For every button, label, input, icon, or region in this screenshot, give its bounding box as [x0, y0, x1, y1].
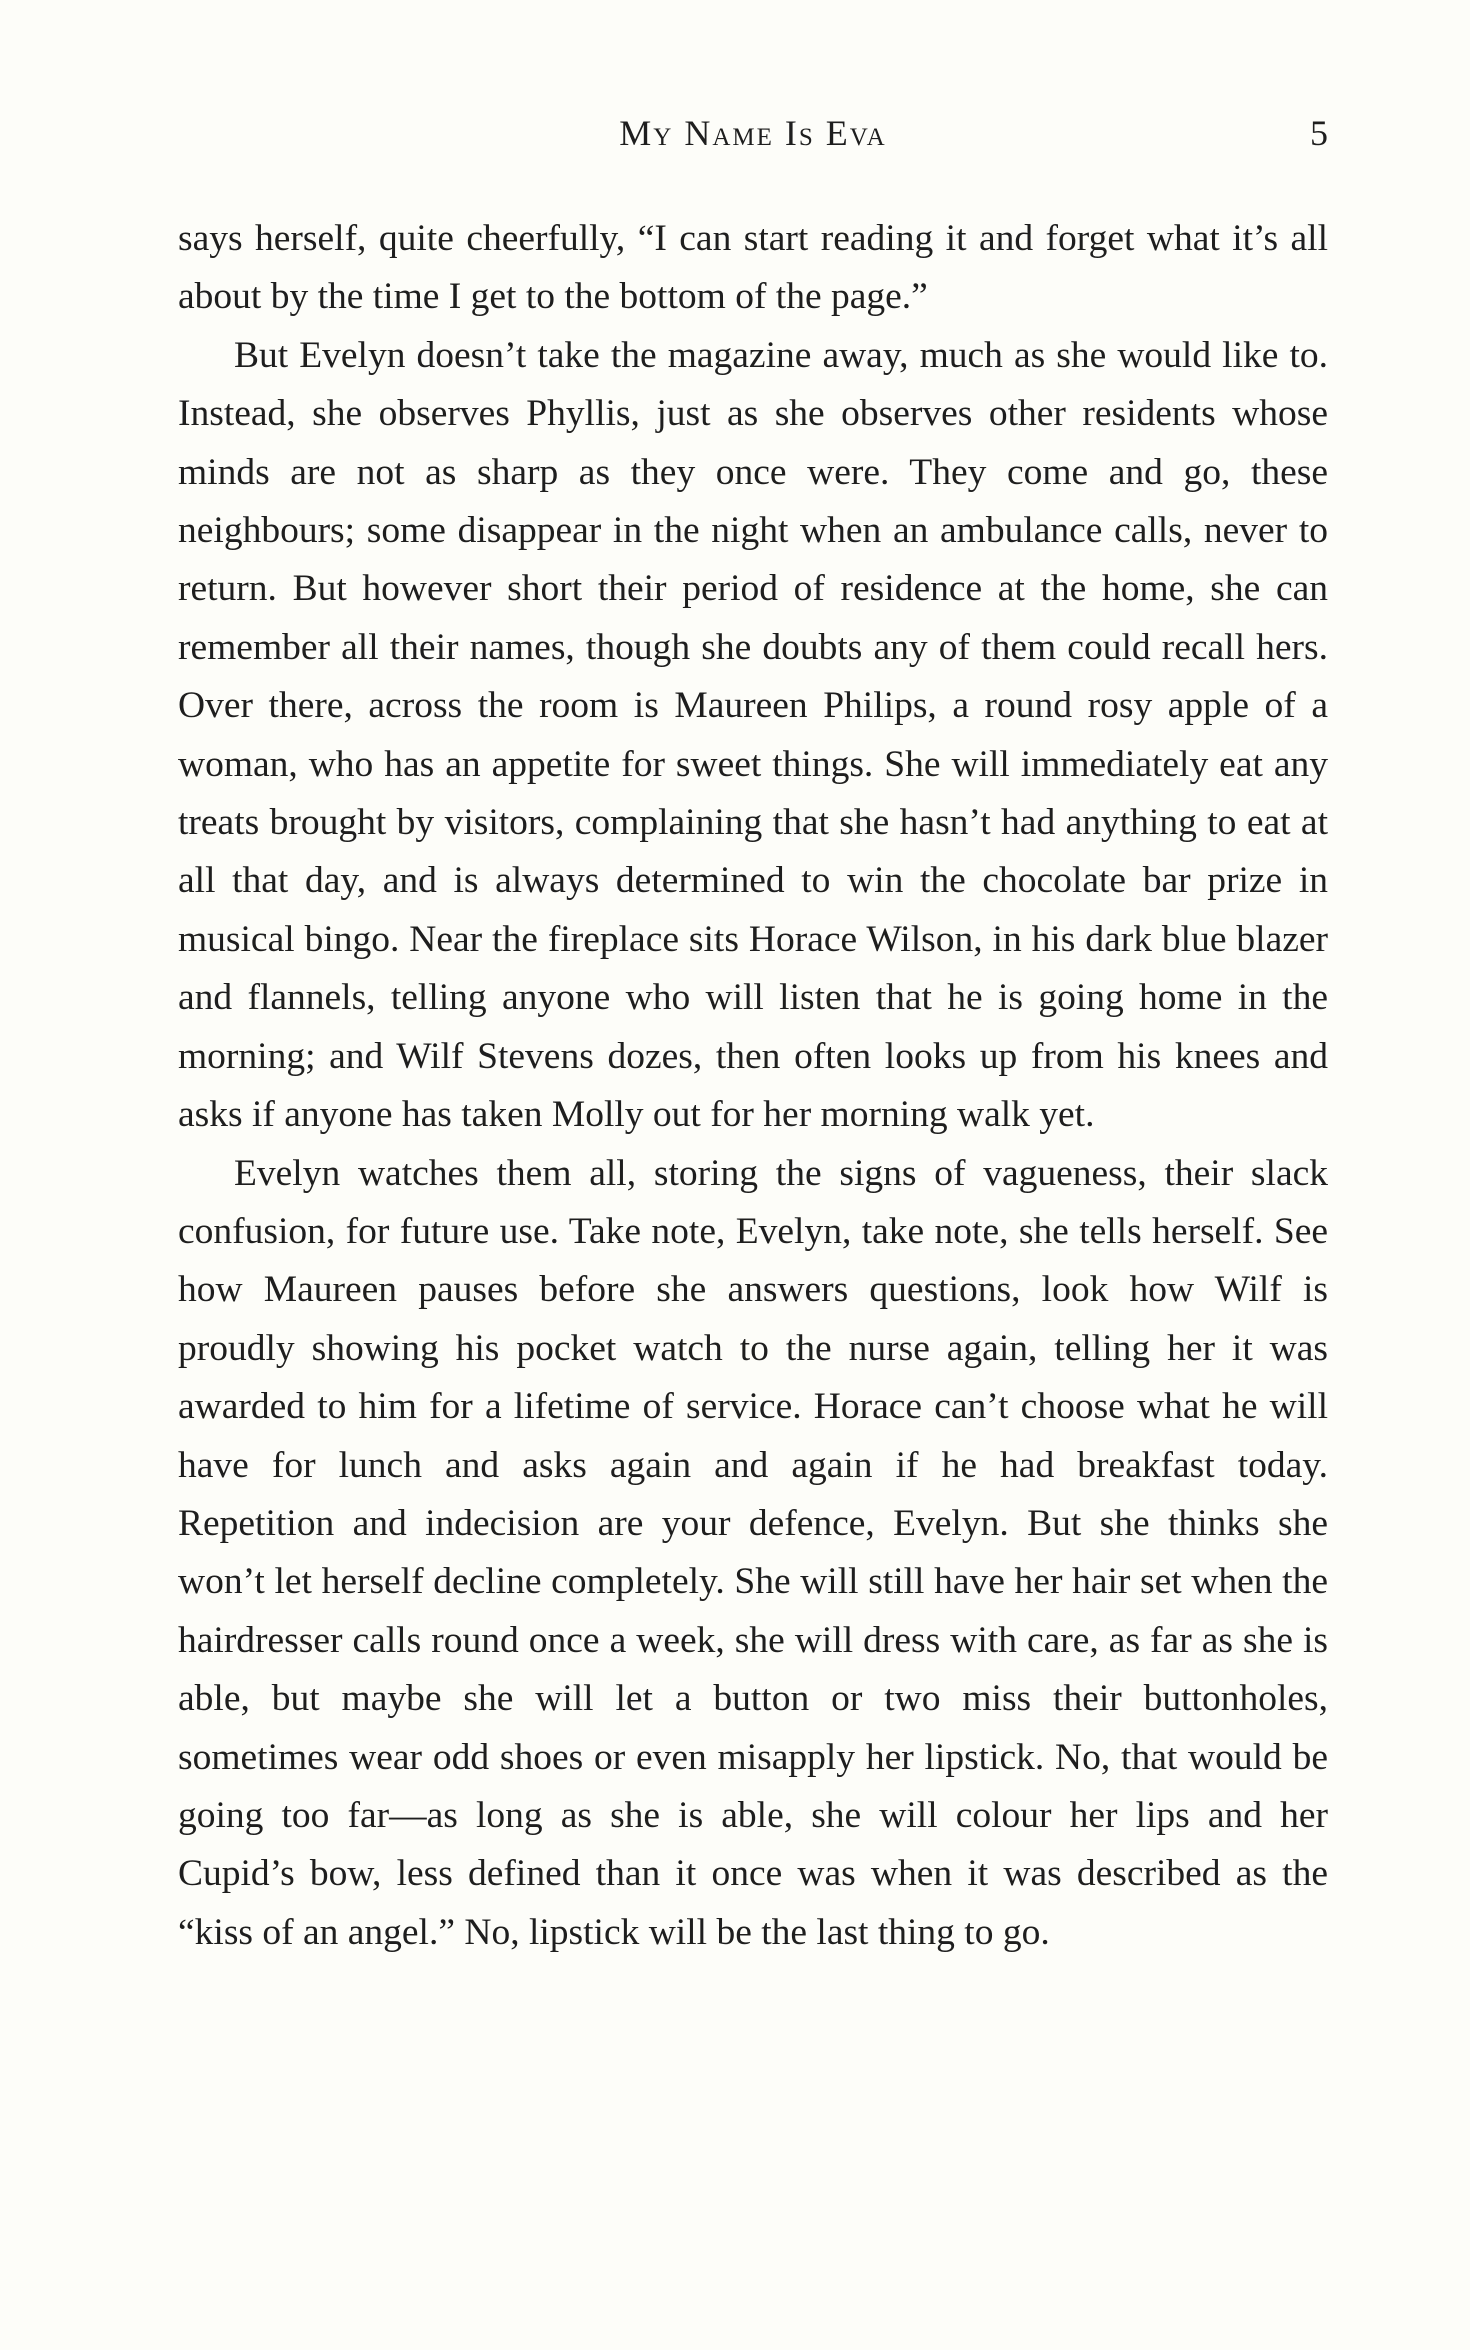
paragraph-1: says herself, quite cheerfully, “I can start reading it and forget what it’s all about by the time I get to the bottom of the page.” [178, 218, 1328, 318]
paragraph-2: But Evelyn doesn’t take the magazine away, much as she would like to. Instead, she observes Phyllis, just as she observes other residents whose minds are not as sharp as they once were. They come and go, these neighbours; some disappear in the night when an ambulance calls, never to return. But however short their period of residence at the home, she can remember all their names, though she doubts any of them could recall hers. Over there, across the room is Maureen Philips, a round rosy apple of a woman, who has an appetite for sweet things. She will immediately eat any treats brought by visitors, complaining that she hasn’t had anything to eat at all that day, and is always determined to win the chocolate bar prize in musical bingo. Near the fireplace sits Horace Wilson, in his dark blue blazer and flannels, telling anyone who will listen that he is going home in the morning; and Wilf Stevens dozes, then often looks up from his knees and asks if anyone has taken Molly out for her morning walk yet. [178, 334, 1328, 1136]
running-header-title: My Name Is Eva [619, 113, 887, 153]
running-header [178, 112, 1328, 172]
paragraph-3: Evelyn watches them all, storing the signs of vagueness, their slack confusion, for future use. Take note, Evelyn, take note, she tells herself. See how Maureen pauses before she answers questions, look how Wilf is proudly showing his pocket watch to the nurse again, telling her it was awarded to him for a lifetime of service. Horace can’t choose what he will have for lunch and asks again and again if he had breakfast today. Repetition and indecision are your defence, Evelyn. But she thinks she won’t let herself decline completely. She will still have her hair set when the hairdresser calls round once a week, she will dress with care, as far as she is able, but maybe she will let a button or two miss their buttonholes, sometimes wear odd shoes or even misapply her lipstick. No, that would be going too far—as long as she is able, she will colour her lips and her Cupid’s bow, less defined than it once was when it was described as the “kiss of an angel.” No, lipstick will be the last thing to go. [178, 1152, 1328, 1953]
page-number: 5 [1310, 113, 1328, 153]
body-text [178, 210, 1328, 1962]
